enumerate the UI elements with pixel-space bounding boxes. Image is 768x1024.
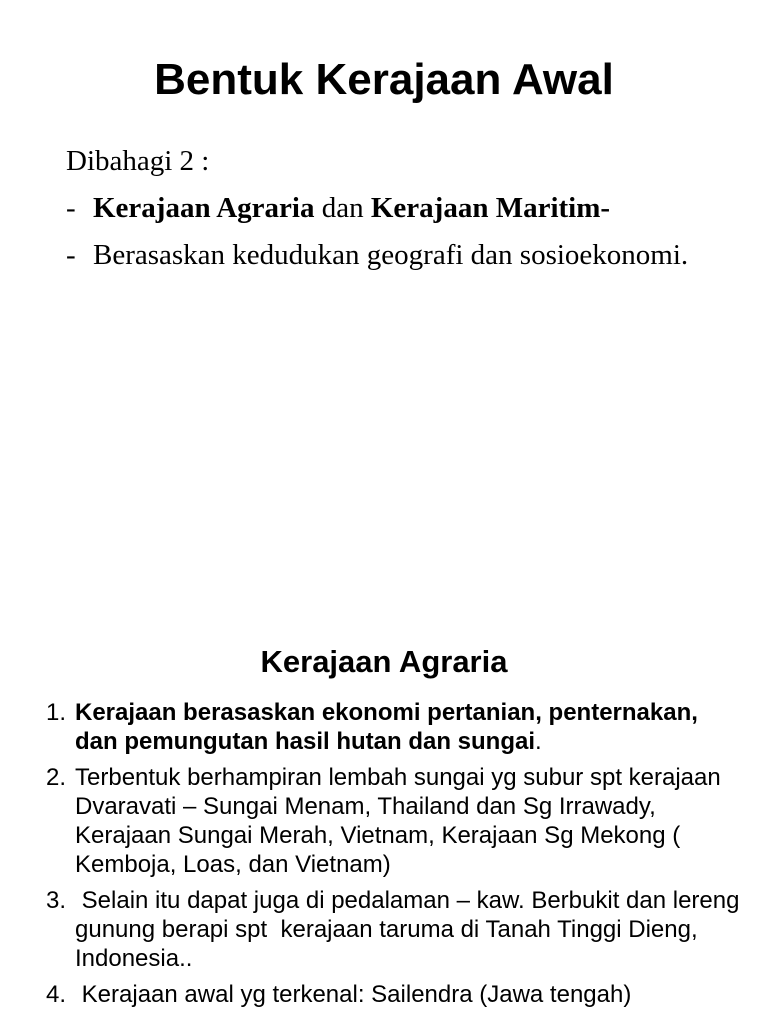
item-text — [75, 698, 746, 756]
list-item — [46, 698, 746, 756]
list-item — [46, 886, 746, 973]
item-tail: . — [535, 728, 542, 755]
connector-text: dan — [314, 192, 371, 224]
item-number: 4. — [46, 981, 73, 1008]
bullet-text — [93, 189, 726, 227]
numbered-list — [46, 698, 746, 1016]
item-text: Kerajaan awal yg terkenal: Sailendra (Jawa tengah) — [75, 981, 632, 1008]
bullet-dash: - — [66, 192, 76, 224]
bullet-berasaskan — [66, 236, 726, 274]
bullet-dash: - — [66, 239, 76, 271]
item-number: 2. — [46, 764, 73, 791]
bold-kerajaan-agraria: Kerajaan Agraria — [93, 192, 315, 224]
list-item — [46, 980, 746, 1009]
intro-text: Dibahagi 2 : — [66, 145, 210, 177]
item-number: 1. — [46, 699, 73, 726]
bold-kerajaan-maritim: Kerajaan Maritim- — [370, 192, 611, 224]
bullet-text: Berasaskan kedudukan geografi dan sosioekonomi. — [93, 239, 689, 271]
item-text: Terbentuk berhampiran lembah sungai yg subur spt kerajaan Dvaravati – Sungai Menam, Thailand dan Sg Irrawady, Kerajaan Sungai Merah, Vietnam, Kerajaan Sg Mekong ( Kemboja, Loas, dan Vietnam) — [75, 764, 721, 878]
slide-2-title: Kerajaan Agraria — [260, 644, 508, 679]
slide-1-title: Bentuk Kerajaan Awal — [154, 55, 614, 104]
item-text: Selain itu dapat juga di pedalaman – kaw. Berbukit dan lereng gunung berapi spt kerajaan taruma di Tanah Tinggi Dieng, Indonesia.. — [75, 887, 747, 972]
list-item — [46, 763, 746, 879]
bullet-kerajaan-types — [66, 189, 726, 227]
item-bold-text: Kerajaan berasaskan ekonomi pertanian, penternakan, dan pemungutan hasil hutan dan sungai — [75, 699, 698, 755]
item-number: 3. — [46, 887, 73, 914]
slide-2 — [0, 600, 768, 1024]
